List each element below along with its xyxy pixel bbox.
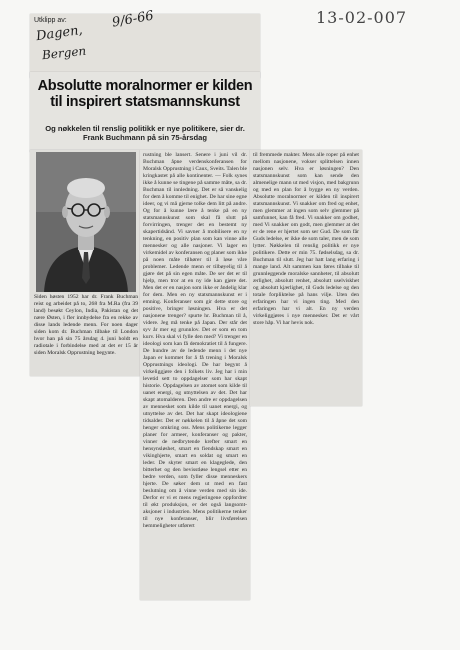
handwritten-date: 9/6-66 (111, 8, 155, 31)
portrait-illustration (36, 152, 136, 292)
photo-caption: Siden høsten 1952 har dr. Frank Buchman reist og arbeidet på to, 268 fra M.Ra (fra 39 land) besøkt Ceylon, India, Pakistan og det nære Østen, i fler innbydelse fra en rekke av disse lands ledende menn. For noen dager siden kom dr. Buchman tilbake til London hvor han på sin 75 årsdag 4. juni holdt en radiotale i forbindelse med at det er 15 år siden Moralsk Opprustning begynte. (34, 294, 138, 356)
handwritten-city: Bergen (41, 43, 87, 63)
article-column-right (253, 152, 359, 404)
source-label: Utklipp av: (34, 17, 67, 24)
article-body-right: til fremmede makter. Mens alle roper på enhet mellom nasjonene, vokser splittelsen innen nasjonen selv. Hva er løsningen? Den statsmannskunst som kan sende den almenelige mann ut med visjon, med bakgrunn og med en plan for å bygge en ny verden. Absolutte moralnormer er kilden til inspirert statsmannskunst. Vi snakker om fred og enhet, men glemmer at ingen som selv glemmer på samfunnet, kan få fred. Vi snakker om godhet, med Vi snakker om godt, men glemmer at det er de rene er hjertet som ser Gud. De som får Guds ledelse, er ikke de som taler, men de som lytter. Nøkkelen til renslig politikk er nye politikere. Dette er min 75. fødselsdag, sa dr. Buchman til slutt. Jeg har hatt lang erfaring i mange land. Alt sammen kan føres tilbake til grunnleggende moralske sannheter, til absolutt ærlighet, absolutt renhet, absolutt uselviskhet og absolutt kjærlighet, til Guds ledelse og den totale forpliktelse på hans vilje. Uten den erfaringen har vi ingen ting. Med den erfaringen har vi alt. En ny verden virkeliggjøres i nye mennesker. Det er vårt store håp. Vi har hevis nok. (253, 152, 359, 326)
article-column-middle (143, 152, 247, 598)
portrait-photo (36, 152, 136, 292)
archive-date-stamp: 13-02-007 (316, 8, 408, 27)
article-body-middle: rustning ble lansert. Senere i juni vil dr. Buchman åpne verdenskonferansen for Moralsk Opprustning i Caux, Sveits. Talen ble kringkastet på alle kontinenter. — Folk synes ikke å kunne se tingene på samme måte, sa dr. Buchman til innledning. Det er så vanskelig for dem å komme til enighet. De har sine egne ideer, og vi må gjerne tolke dem litt på andre. Og for å kunne lære å tenke på en ny statsmannskunst som skal få slutt på forvirringen, trenger det en bestemt ny skapertidsånd. Vi savner å mobilisere en ny tenkning, en positiv plan som kan vinne alle mennesker og alle nasjoner. Vi lager en virkemidel av konferansen og planer som ikke på noen måte tilhører til å løse våre problemer. Ledende menn er tilbøyelig til å gjøre det på sin egen måte. De ser det er til hjelp, men tror at en ny ide kan gjøre det. Men det er en nasjon som ikke er åndelig klar for dem. Men en ny statsmannskunst er i emning. Konferanser som gir dette store og positive, bringer løsningen. Hva er det nasjonene trenger? spurte hr. Buchman til å, videre. Jeg må tenke på Japan. Der står det syv år mer eg grunnlov. Det er som en tom kurv. Hva skal vi fylle den med? Vi trenger en ideologi som kan få demokratiet til å fungere. De hundre av de ledende menn i det nye Japan er kommet for å få trening i Moralsk Opprustnings ideologi. De har begynt å virkeliggjøre den i folkets liv. Jeg har i min levetid sett to oppdagelser som har skapt historie. Oppdagelsen av atomet som kilde til uanet energi, og utnyttelsen av det. Det har skapt atomalderen. Den andre er oppdagelsen av mennesket som kilde til uanet energi, og utnyttelse av det. Det har skapt ideologiene tidsalder. Det er nøkkelen til å åpne det som henger omkring oss. Mens politikerne legger planer for armeer, konferanser og pakter, vinner de nedbrytende krefter smart en hensynsløshet, smart en fiendskap smart en vikinghjerte, smart en soldat og smart en leder. De skyter smart en klageglede, den bitterhet og den bevisstløse lengsel etter en bedre verden, som fyller disse menneskers hjerte. De søker dem ut med en fast beslutning om å vinne verden med sin ide. Derfor er vi et mens regjeringene oppfordrer til økt produksjon, er det også langsomt-aksjoner i industrien. Mens politikerne tenker til nye konferanser, blir livsførelsen hemmeligheter utførert (143, 152, 247, 529)
headline-line-1: Absolutte moralnormer er kilden (37, 78, 253, 94)
subheadline: Og nøkkelen til renslig politikk er nye politikere, sier dr. Frank Buchmann på sin 75-årsdag (45, 124, 245, 142)
handwritten-paper-name: Dagen, (35, 22, 84, 45)
headline (36, 78, 254, 110)
headline-line-2: til inspirert statsmannskunst (50, 94, 240, 110)
